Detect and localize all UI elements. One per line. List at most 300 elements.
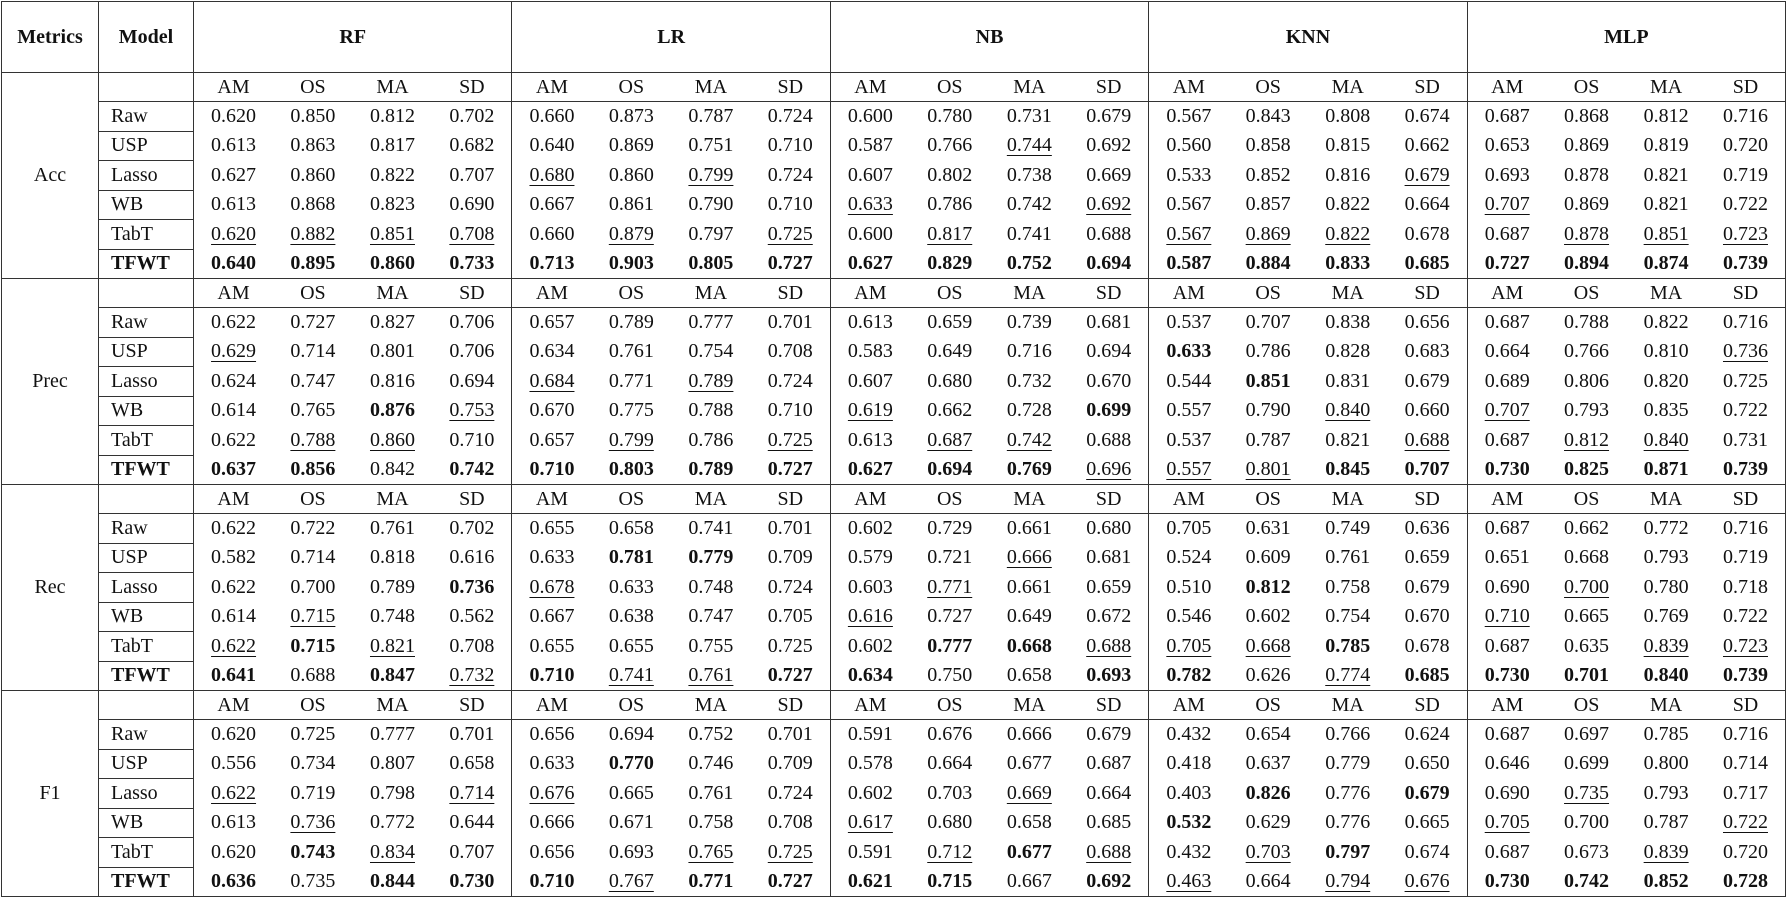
value-cell — [910, 337, 990, 367]
value-cell — [1467, 455, 1547, 485]
value-cell — [1228, 308, 1308, 338]
value: 0.418 — [1166, 752, 1212, 775]
value: 0.777 — [688, 311, 734, 333]
value-cell — [432, 102, 512, 132]
value-cell — [751, 367, 831, 397]
value-cell — [1547, 161, 1627, 191]
value: 0.761 — [688, 781, 734, 804]
value: 0.688 — [290, 664, 336, 686]
value-cell — [512, 543, 592, 573]
value-cell — [1467, 808, 1547, 838]
value: 0.701 — [449, 723, 495, 745]
second-best-value: 0.878 — [1564, 222, 1610, 245]
value-cell — [671, 514, 751, 544]
second-best-value: 0.753 — [449, 399, 495, 422]
value: 0.786 — [927, 193, 973, 216]
value-cell — [1149, 131, 1229, 161]
value: 0.788 — [688, 399, 734, 422]
value: 0.560 — [1166, 134, 1212, 157]
value: 0.722 — [1722, 605, 1768, 628]
value-cell — [1467, 249, 1547, 279]
value-cell — [1149, 867, 1229, 897]
table-row — [2, 337, 1786, 367]
second-best-value: 0.708 — [449, 222, 495, 245]
value-cell — [1308, 190, 1388, 220]
value: 0.766 — [927, 134, 973, 157]
best-value: 0.701 — [1564, 664, 1610, 686]
second-best-value: 0.620 — [211, 222, 257, 245]
value-cell — [194, 396, 274, 426]
best-value: 0.785 — [1325, 634, 1371, 657]
value: 0.769 — [1643, 605, 1689, 628]
second-best-value: 0.771 — [927, 575, 973, 598]
value: 0.703 — [927, 781, 973, 804]
value-cell — [671, 867, 751, 897]
value-cell — [1547, 131, 1627, 161]
value: 0.789 — [608, 311, 654, 333]
value: 0.659 — [927, 311, 973, 333]
value-cell — [1069, 632, 1149, 662]
second-best-value: 0.839 — [1643, 634, 1689, 657]
value: 0.717 — [1722, 781, 1768, 804]
value-cell — [512, 514, 592, 544]
value-cell — [432, 808, 512, 838]
value-cell — [990, 367, 1070, 397]
value-cell — [432, 249, 512, 279]
value: 0.719 — [1722, 546, 1768, 569]
value-cell — [1069, 337, 1149, 367]
second-best-value: 0.705 — [1484, 811, 1530, 834]
value-cell — [1547, 514, 1627, 544]
value-cell — [1228, 102, 1308, 132]
value-cell — [273, 455, 353, 485]
dataset-header: OS — [1547, 73, 1627, 102]
table-row — [2, 867, 1786, 897]
value-cell — [432, 190, 512, 220]
value: 0.761 — [1325, 546, 1371, 569]
value-cell — [990, 749, 1070, 779]
value: 0.633 — [608, 575, 654, 598]
value-cell — [990, 838, 1070, 868]
best-value: 0.847 — [369, 664, 415, 686]
second-best-value: 0.742 — [1006, 428, 1052, 451]
model-name: Raw — [99, 720, 194, 750]
value: 0.626 — [1245, 664, 1291, 686]
second-best-value: 0.851 — [1643, 222, 1689, 245]
value-cell — [1626, 838, 1706, 868]
second-best-value: 0.821 — [369, 634, 415, 657]
value: 0.658 — [1006, 664, 1052, 686]
second-best-value: 0.463 — [1166, 870, 1212, 892]
best-value: 0.728 — [1722, 870, 1768, 892]
value: 0.693 — [608, 840, 654, 863]
value-cell — [1706, 808, 1786, 838]
value: 0.754 — [1325, 605, 1371, 628]
second-best-value: 0.735 — [1564, 781, 1610, 804]
value: 0.670 — [529, 399, 575, 422]
value-cell — [194, 102, 274, 132]
value-cell — [1547, 808, 1627, 838]
dataset-header: SD — [1706, 691, 1786, 720]
value-cell — [671, 543, 751, 573]
value-cell — [990, 337, 1070, 367]
value: 0.722 — [1722, 399, 1768, 422]
value: 0.624 — [211, 369, 257, 392]
value-cell — [273, 102, 353, 132]
dataset-header: AM — [1149, 279, 1229, 308]
value-cell — [194, 190, 274, 220]
value: 0.710 — [767, 193, 813, 216]
value: 0.754 — [688, 340, 734, 363]
dataset-header: OS — [592, 279, 672, 308]
best-value: 0.852 — [1643, 870, 1689, 892]
value-cell — [432, 220, 512, 250]
value: 0.685 — [1086, 811, 1132, 834]
dataset-header: SD — [1069, 73, 1149, 102]
dataset-header: SD — [751, 279, 831, 308]
dataset-header: OS — [1228, 691, 1308, 720]
value-cell — [512, 632, 592, 662]
value-cell — [1228, 455, 1308, 485]
value-cell — [751, 220, 831, 250]
value-cell — [990, 455, 1070, 485]
value-cell — [990, 161, 1070, 191]
dataset-header: AM — [1149, 691, 1229, 720]
value-cell — [1547, 455, 1627, 485]
best-value: 0.771 — [688, 870, 734, 892]
value-cell — [353, 426, 433, 456]
value-cell — [512, 396, 592, 426]
value: 0.706 — [449, 340, 495, 363]
value: 0.603 — [847, 575, 893, 598]
second-best-value: 0.700 — [1564, 575, 1610, 598]
value-cell — [751, 838, 831, 868]
value-cell — [512, 749, 592, 779]
value-cell — [1069, 190, 1149, 220]
value: 0.710 — [449, 428, 495, 451]
value-cell — [512, 102, 592, 132]
value: 0.562 — [449, 605, 495, 628]
value: 0.607 — [847, 163, 893, 186]
value-cell — [910, 720, 990, 750]
value-cell — [1706, 661, 1786, 691]
dataset-header: AM — [194, 73, 274, 102]
value-cell — [512, 602, 592, 632]
value-cell — [1706, 632, 1786, 662]
model-name: TFWT — [99, 661, 194, 691]
best-value: 0.752 — [1006, 252, 1052, 274]
model-name: TFWT — [99, 249, 194, 279]
second-best-value: 0.622 — [211, 634, 257, 657]
value-cell — [671, 220, 751, 250]
value-cell — [990, 720, 1070, 750]
value: 0.780 — [1643, 575, 1689, 598]
value: 0.510 — [1166, 575, 1212, 598]
second-best-value: 0.680 — [529, 163, 575, 186]
value: 0.700 — [290, 575, 336, 598]
value-cell — [671, 308, 751, 338]
best-value: 0.829 — [927, 252, 973, 274]
dataset-header: SD — [1388, 485, 1468, 514]
best-value: 0.710 — [529, 664, 575, 686]
value-cell — [671, 720, 751, 750]
value-cell — [671, 337, 751, 367]
value-cell — [1626, 661, 1706, 691]
value-cell — [1228, 190, 1308, 220]
value-cell — [273, 720, 353, 750]
value-cell — [1626, 867, 1706, 897]
value: 0.650 — [1404, 752, 1450, 775]
value-cell — [1388, 249, 1468, 279]
second-best-value: 0.799 — [608, 428, 654, 451]
value-cell — [512, 161, 592, 191]
dataset-header: MA — [671, 691, 751, 720]
value: 0.777 — [369, 723, 415, 745]
value-cell — [512, 426, 592, 456]
value-cell — [751, 308, 831, 338]
dataset-header: SD — [432, 73, 512, 102]
value: 0.692 — [1086, 134, 1132, 157]
value-cell — [194, 455, 274, 485]
value: 0.567 — [1166, 193, 1212, 216]
value: 0.793 — [1643, 781, 1689, 804]
second-best-value: 0.736 — [290, 811, 336, 834]
value: 0.761 — [608, 340, 654, 363]
value-cell — [353, 543, 433, 573]
value-cell — [273, 308, 353, 338]
value-cell — [592, 632, 672, 662]
value-cell — [1706, 426, 1786, 456]
value: 0.716 — [1722, 517, 1768, 539]
value-cell — [910, 632, 990, 662]
second-best-value: 0.712 — [927, 840, 973, 863]
best-value: 0.715 — [290, 634, 336, 657]
value-cell — [1149, 779, 1229, 809]
value-cell — [512, 455, 592, 485]
value: 0.725 — [767, 634, 813, 657]
value-cell — [432, 367, 512, 397]
value-cell — [1388, 426, 1468, 456]
value: 0.657 — [529, 311, 575, 333]
value-cell — [1069, 102, 1149, 132]
value: 0.669 — [1086, 163, 1132, 186]
value-cell — [1308, 749, 1388, 779]
value: 0.822 — [1325, 193, 1371, 216]
value-cell — [273, 602, 353, 632]
value-cell — [1149, 102, 1229, 132]
best-value: 0.876 — [369, 399, 415, 422]
second-best-value: 0.622 — [211, 781, 257, 804]
dataset-header: AM — [1149, 73, 1229, 102]
value-cell — [1706, 367, 1786, 397]
value-cell — [1547, 190, 1627, 220]
value-cell — [273, 867, 353, 897]
value-cell — [1388, 602, 1468, 632]
dataset-header: AM — [512, 691, 592, 720]
table-row — [2, 808, 1786, 838]
dataset-header: AM — [194, 279, 274, 308]
value: 0.629 — [1245, 811, 1291, 834]
dataset-header: SD — [432, 485, 512, 514]
value: 0.790 — [688, 193, 734, 216]
value: 0.567 — [1166, 105, 1212, 127]
best-value: 0.840 — [1643, 664, 1689, 686]
value: 0.869 — [1564, 134, 1610, 157]
value-cell — [1467, 661, 1547, 691]
dataset-subheader-row — [2, 73, 1786, 102]
value: 0.742 — [1006, 193, 1052, 216]
value-cell — [910, 249, 990, 279]
value: 0.664 — [1404, 193, 1450, 216]
second-best-value: 0.629 — [211, 340, 257, 363]
value: 0.828 — [1325, 340, 1371, 363]
best-value: 0.685 — [1404, 252, 1450, 274]
value: 0.850 — [290, 105, 336, 127]
value: 0.729 — [927, 517, 973, 539]
value-cell — [751, 779, 831, 809]
value: 0.699 — [1564, 752, 1610, 775]
second-best-value: 0.812 — [1564, 428, 1610, 451]
value-cell — [1626, 190, 1706, 220]
value: 0.660 — [529, 222, 575, 245]
value: 0.790 — [1245, 399, 1291, 422]
value: 0.680 — [927, 811, 973, 834]
value-cell — [1149, 396, 1229, 426]
value-cell — [353, 632, 433, 662]
value: 0.687 — [1484, 311, 1530, 333]
value-cell — [910, 838, 990, 868]
value-cell — [273, 514, 353, 544]
value-cell — [353, 249, 433, 279]
value-cell — [1706, 720, 1786, 750]
value-cell — [830, 367, 910, 397]
best-value: 0.856 — [290, 458, 336, 480]
value-cell — [1467, 573, 1547, 603]
value-cell — [1308, 426, 1388, 456]
value-cell — [1228, 367, 1308, 397]
value-cell — [194, 367, 274, 397]
value-cell — [1149, 190, 1229, 220]
value-cell — [512, 190, 592, 220]
value: 0.787 — [688, 105, 734, 127]
dataset-header: SD — [1706, 485, 1786, 514]
best-value: 0.636 — [211, 870, 257, 892]
value-cell — [1069, 720, 1149, 750]
value: 0.662 — [1404, 134, 1450, 157]
value: 0.656 — [1404, 311, 1450, 333]
value-cell — [830, 131, 910, 161]
value-cell — [751, 514, 831, 544]
value: 0.680 — [927, 369, 973, 392]
value-cell — [1467, 838, 1547, 868]
value-cell — [432, 426, 512, 456]
value: 0.661 — [1006, 575, 1052, 598]
value: 0.822 — [369, 163, 415, 186]
value-cell — [592, 720, 672, 750]
value-cell — [512, 220, 592, 250]
best-value: 0.730 — [449, 870, 495, 892]
value-cell — [1706, 455, 1786, 485]
value-cell — [830, 426, 910, 456]
best-value: 0.715 — [927, 870, 973, 892]
model-name: Lasso — [99, 161, 194, 191]
value: 0.680 — [1086, 517, 1132, 539]
value-cell — [1626, 543, 1706, 573]
value-cell — [194, 602, 274, 632]
value-cell — [910, 367, 990, 397]
value: 0.622 — [211, 575, 257, 598]
value-cell — [910, 161, 990, 191]
value-cell — [1706, 337, 1786, 367]
second-best-value: 0.669 — [1006, 781, 1052, 804]
value-cell — [1149, 838, 1229, 868]
value: 0.772 — [1643, 517, 1689, 539]
value: 0.719 — [1722, 163, 1768, 186]
value-cell — [353, 308, 433, 338]
dataset-header: OS — [273, 73, 353, 102]
value-cell — [1149, 632, 1229, 662]
best-value: 0.739 — [1722, 664, 1768, 686]
value: 0.613 — [211, 811, 257, 834]
value-cell — [1069, 749, 1149, 779]
second-best-value: 0.767 — [608, 870, 654, 892]
value-cell — [1069, 455, 1149, 485]
value-cell — [1308, 161, 1388, 191]
value: 0.432 — [1166, 723, 1212, 745]
value-cell — [830, 455, 910, 485]
value-cell — [273, 249, 353, 279]
metric-label: Rec — [2, 485, 99, 691]
classifier-header-nb: NB — [830, 2, 1148, 73]
value: 0.724 — [767, 105, 813, 127]
value-cell — [830, 779, 910, 809]
value: 0.724 — [767, 575, 813, 598]
value-cell — [671, 602, 751, 632]
value: 0.716 — [1722, 105, 1768, 127]
value-cell — [1467, 161, 1547, 191]
value-cell — [1706, 514, 1786, 544]
table-row — [2, 249, 1786, 279]
value: 0.672 — [1086, 605, 1132, 628]
value-cell — [273, 337, 353, 367]
value: 0.702 — [449, 517, 495, 539]
value-cell — [751, 131, 831, 161]
best-value: 0.895 — [290, 252, 336, 274]
value: 0.739 — [1006, 311, 1052, 333]
value-cell — [273, 838, 353, 868]
value-cell — [1626, 249, 1706, 279]
value: 0.679 — [1404, 575, 1450, 598]
value-cell — [1547, 543, 1627, 573]
value-cell — [512, 838, 592, 868]
value: 0.667 — [1006, 870, 1052, 892]
value: 0.658 — [608, 517, 654, 539]
second-best-value: 0.882 — [290, 222, 336, 245]
best-value: 0.781 — [608, 546, 654, 569]
value: 0.835 — [1643, 399, 1689, 422]
value: 0.602 — [847, 634, 893, 657]
value-cell — [1228, 602, 1308, 632]
value: 0.861 — [608, 193, 654, 216]
value-cell — [830, 602, 910, 632]
value-cell — [671, 661, 751, 691]
value: 0.557 — [1166, 399, 1212, 422]
second-best-value: 0.684 — [529, 369, 575, 392]
value: 0.868 — [290, 193, 336, 216]
value: 0.635 — [1564, 634, 1610, 657]
value-cell — [432, 867, 512, 897]
value: 0.537 — [1166, 311, 1212, 333]
